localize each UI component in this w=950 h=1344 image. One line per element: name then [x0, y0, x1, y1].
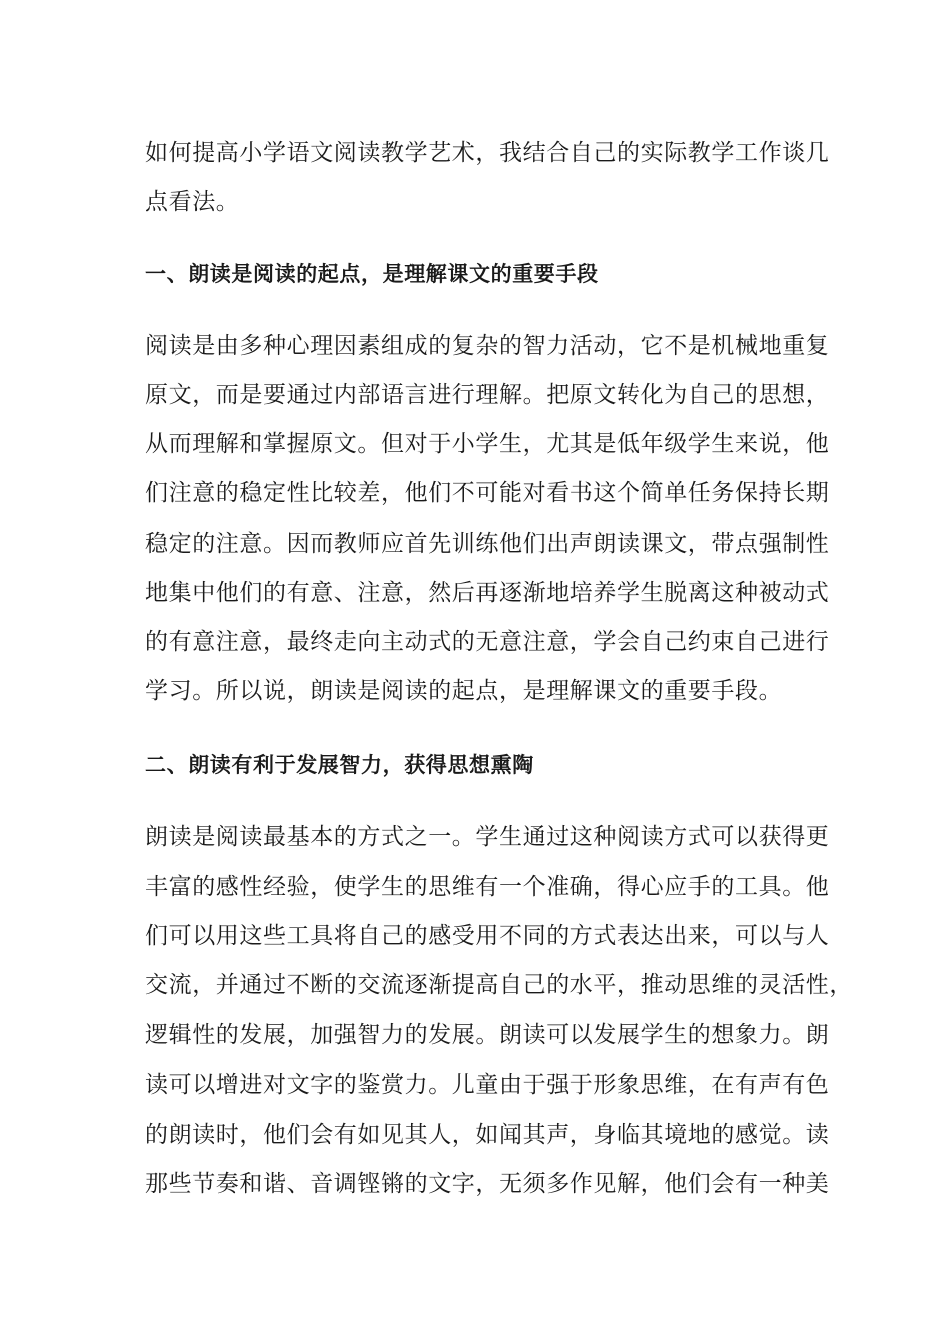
intro-line: 点看法。: [145, 189, 240, 215]
section-2-line: 朗读是阅读最基本的方式之一。学生通过这种阅读方式可以获得更: [145, 824, 830, 850]
section-1-heading: 一、朗读是阅读的起点，是理解课文的重要手段: [145, 262, 599, 286]
section-2-line: 那些节奏和谐、音调铿锵的文字，无须多作见解，他们会有一种美: [145, 1171, 830, 1197]
section-2-line: 交流，并通过不断的交流逐渐提高自己的水平，推动思维的灵活性，: [145, 972, 853, 998]
section-1-line: 原文，而是要通过内部语言进行理解。把原文转化为自己的思想，: [145, 382, 830, 408]
section-1-line: 从而理解和掌握原文。但对于小学生，尤其是低年级学生来说，他: [145, 431, 830, 457]
section-1-line: 的有意注意，最终走向主动式的无意注意，学会自己约束自己进行: [145, 629, 830, 655]
section-1-line: 稳定的注意。因而教师应首先训练他们出声朗读课文，带点强制性: [145, 531, 830, 557]
section-1-line: 地集中他们的有意、注意，然后再逐渐地培养学生脱离这种被动式: [145, 580, 830, 606]
section-1-line: 阅读是由多种心理因素组成的复杂的智力活动，它不是机械地重复: [145, 333, 830, 359]
section-2-line: 丰富的感性经验，使学生的思维有一个准确，得心应手的工具。他: [145, 874, 830, 900]
section-2-line: 逻辑性的发展，加强智力的发展。朗读可以发展学生的想象力。朗: [145, 1022, 830, 1048]
section-2-line: 们可以用这些工具将自己的感受用不同的方式表达出来，可以与人: [145, 923, 830, 949]
section-2-heading: 二、朗读有利于发展智力，获得思想熏陶: [145, 753, 534, 777]
section-1-line: 学习。所以说，朗读是阅读的起点，是理解课文的重要手段。: [145, 678, 783, 704]
section-2-line: 的朗读时，他们会有如见其人，如闻其声，身临其境地的感觉。读: [145, 1122, 830, 1148]
section-2-line: 读可以增进对文字的鉴赏力。儿童由于强于形象思维，在有声有色: [145, 1072, 830, 1098]
section-1-line: 们注意的稳定性比较差，他们不可能对看书这个简单任务保持长期: [145, 480, 830, 506]
intro-line: 如何提高小学语文阅读教学艺术，我结合自己的实际教学工作谈几: [145, 140, 830, 166]
